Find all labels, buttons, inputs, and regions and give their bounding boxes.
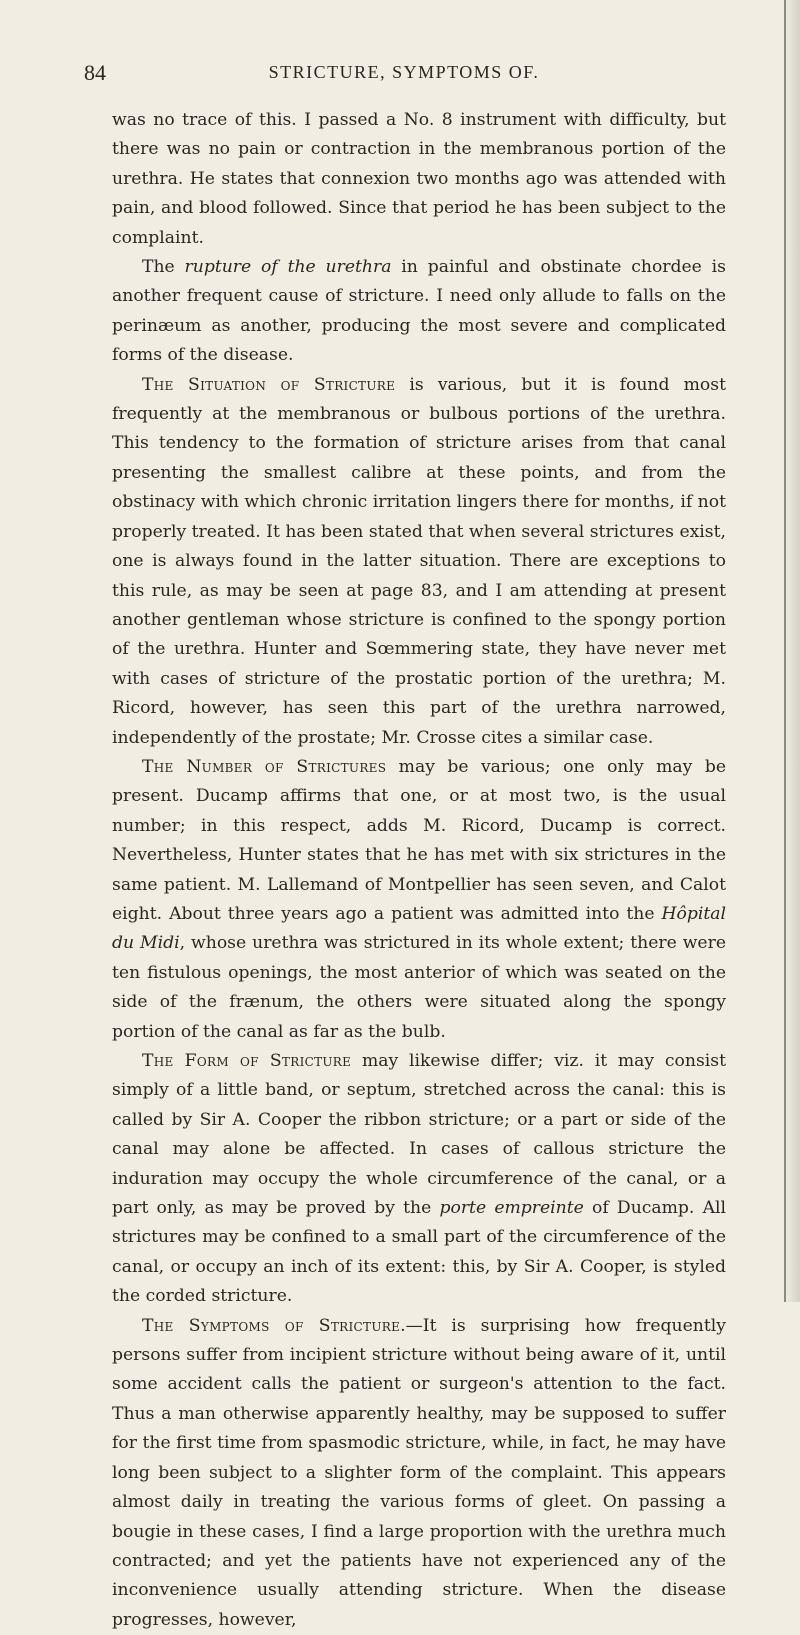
text-run: .—It is surprising how frequently persons suffer from incipient stricture without being aware of it, until some accident calls the patient or surgeon's attention to the fact. Thus a man otherwise apparently healthy, may be supposed to suffer for the first time from spasmodic stricture, while, in fact, he may have long been subject to a slighter form of the complaint. This appears almost daily in treating the various forms of gleet. On passing a bougie in these cases, I find a large proportion with the urethra much contracted; and yet the patients have not experienced any of the inconvenience usually attending stricture. When the disease progresses, however, [112,1315,726,1630]
paragraph [112,1312,726,1635]
text-run: of Ducamp. All strictures may be confined to a small part of the circumference of the canal, or occupy an inch of its extent: this, by Sir A. Cooper, is styled the corded stricture. [112,1198,726,1307]
page-edge-line [784,0,786,1302]
page-header [84,60,724,86]
text-run: is various, but it is found most frequently at the membranous or bulbous portions of the urethra. This tendency to the formation of stricture arises from that canal presenting the smallest calibre at these points, and from the obstinacy with which chronic irritation lingers there for months, if not properly treated. It has been stated that when several strictures exist, one is always found in the latter situation. There are exceptions to this rule, as may be seen at page 83, and I am attending at present another gentleman whose stricture is confined to the spongy portion of the urethra. Hunter and Sœmmering state, they have never met with cases of stricture of the prostatic portion of the urethra; M. Ricord, however, has seen this part of the urethra narrowed, independently of the prostate; Mr. Crosse cites a similar case. [112,374,727,748]
page-number: 84 [84,60,106,85]
text-run: may likewise differ; viz. it may consist simply of a little band, or septum, stretched across the canal: this is called by Sir A. Cooper the ribbon stricture; or a part or side of the canal may alone be affected. In cases of callous stricture the induration may occupy the whole circumference of the canal, or a part only, as may be proved by the [112,1051,726,1219]
italic-phrase: rupture of the urethra [184,257,392,278]
body-text [112,106,726,1635]
text-run: , whose urethra was strictured in its whole extent; there were ten fistulous openings, the most anterior of which was seated on the side of the frænum, the others were situated along the spongy portion of the canal as far as the bulb. [112,933,726,1042]
running-head: STRICTURE, SYMPTOMS OF. [268,62,540,82]
paragraph [112,753,726,1047]
page-edge-shadow [784,0,800,1302]
paragraph [112,253,726,371]
section-lead-in: The Form of Stricture [142,1051,352,1071]
paragraph [112,1047,726,1312]
paragraph [112,371,726,753]
paragraph [112,106,726,253]
text-run: in painful and obstinate chordee is another frequent cause of stricture. I need only allude to falls on the perinæum as another, producing the most severe and complicated forms of the disease. [112,257,727,366]
italic-phrase: porte empreinte [439,1198,584,1219]
section-lead-in: The Symptoms of Stricture [142,1315,401,1336]
section-lead-in: The Number of Strictures [142,756,387,777]
text-run: was no trace of this. I passed a No. 8 instrument with difficulty, but there was no pain or contraction in the membranous portion of the urethra. He states that connexion two months ago was attended with pain, and blood followed. Since that period he has been subject to the complaint. [112,110,726,248]
italic-phrase: Hôpital du Midi [112,903,726,954]
text-run: may be various; one only may be present. Ducamp affirms that one, or at most two, is the usual number; in this respect, adds M. Ricord, Ducamp is correct. Nevertheless, Hunter states that he has met with six strictures in the same patient. M. Lallemand of Montpellier has seen seven, and Calot eight. About three years ago a patient was admitted into the [112,756,726,924]
text-run: The [142,257,185,278]
section-lead-in: The Situation of Stricture [142,374,396,395]
